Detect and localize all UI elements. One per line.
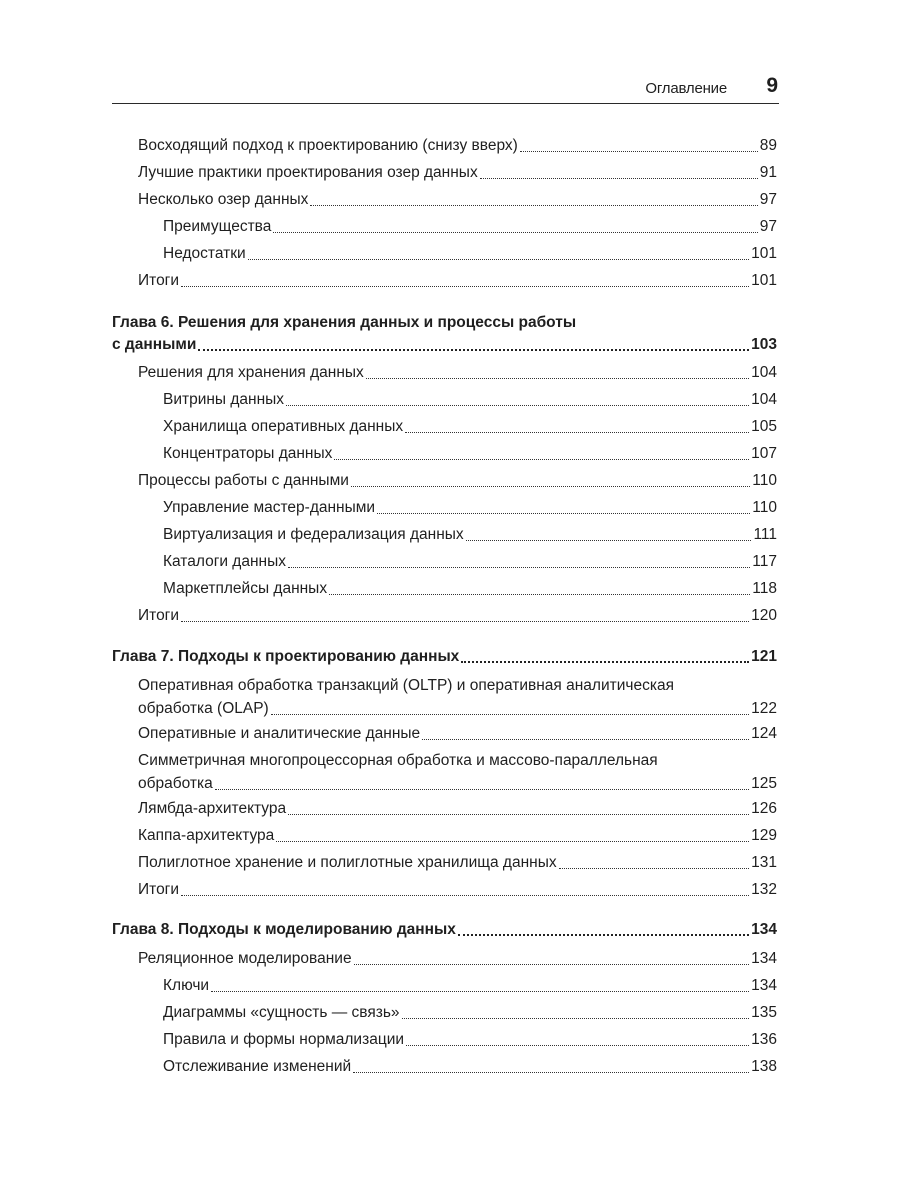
toc-entry-label: Лучшие практики проектирования озер данных xyxy=(138,164,478,181)
dot-leader xyxy=(198,349,749,351)
toc-entry-label: с данными xyxy=(112,336,197,353)
dot-leader xyxy=(181,286,749,287)
toc-entry-page: 122 xyxy=(751,700,777,717)
toc-entry xyxy=(138,361,777,385)
dot-leader xyxy=(480,178,758,179)
toc-entry xyxy=(163,550,777,574)
dot-leader xyxy=(181,621,749,622)
toc-entry-label: Управление мастер-данными xyxy=(163,499,376,516)
toc-entry-page: 121 xyxy=(751,648,777,665)
toc-entry-page: 124 xyxy=(751,725,777,742)
toc-entry xyxy=(138,878,777,902)
toc-entry-label: Недостатки xyxy=(163,245,246,262)
toc-entry-first-line: Симметричная многопроцессорная обработка и массово-параллельная xyxy=(138,752,658,769)
dot-leader xyxy=(288,814,749,815)
toc-entry-page: 129 xyxy=(751,827,777,844)
toc-entry-page: 103 xyxy=(751,336,777,353)
toc-entry-page: 138 xyxy=(751,1058,777,1075)
toc-entry xyxy=(138,947,777,971)
toc-entry xyxy=(163,215,777,239)
toc-entry-page: 104 xyxy=(751,391,777,408)
toc-entry-page: 120 xyxy=(751,607,777,624)
toc-entry-label: Преимущества xyxy=(163,218,272,235)
dot-leader xyxy=(334,459,749,460)
dot-leader xyxy=(286,405,749,406)
dot-leader xyxy=(353,1072,749,1073)
dot-leader xyxy=(366,378,749,379)
toc-entry-page: 136 xyxy=(751,1031,777,1048)
toc-entry-page: 134 xyxy=(751,950,777,967)
dot-leader xyxy=(520,151,758,152)
chapter-entry xyxy=(112,333,777,357)
dot-leader xyxy=(181,895,749,896)
toc-entry-page: 118 xyxy=(752,580,777,597)
dot-leader xyxy=(215,789,749,790)
toc-entry-page: 134 xyxy=(751,921,777,938)
toc-entry xyxy=(138,772,777,796)
dot-leader xyxy=(211,991,749,992)
dot-leader xyxy=(406,1045,749,1046)
toc-entry xyxy=(163,242,777,266)
chapter-entry xyxy=(112,645,777,669)
toc-entry xyxy=(163,415,777,439)
toc-entry-label: Оперативные и аналитические данные xyxy=(138,725,421,742)
toc-entry xyxy=(138,161,777,185)
toc-entry-page: 126 xyxy=(751,800,777,817)
toc-entry-label: Каппа-архитектура xyxy=(138,827,275,844)
toc-entry-page: 110 xyxy=(752,499,777,516)
toc-entry-page: 97 xyxy=(759,218,777,235)
toc-entry-label: Итоги xyxy=(138,881,179,898)
toc-entry xyxy=(163,496,777,520)
toc-entry xyxy=(138,269,777,293)
toc-entry-page: 89 xyxy=(759,137,777,154)
toc-entry xyxy=(138,722,777,746)
toc-entry-label: Реляционное моделирование xyxy=(138,950,352,967)
dot-leader xyxy=(276,841,749,842)
dot-leader xyxy=(559,868,750,869)
toc-entry xyxy=(163,577,777,601)
toc-entry xyxy=(163,1001,777,1025)
chapter-entry xyxy=(112,918,777,942)
toc-entry xyxy=(163,1055,777,1079)
toc-entry-label: Глава 7. Подходы к проектированию данных xyxy=(112,648,460,665)
toc-entry-label: Лямбда-архитектура xyxy=(138,800,287,817)
toc-entry xyxy=(138,188,777,212)
toc-entry-page: 101 xyxy=(751,272,777,289)
dot-leader xyxy=(466,540,752,541)
dot-leader xyxy=(354,964,750,965)
toc-entry xyxy=(138,469,777,493)
toc-entry-page: 91 xyxy=(759,164,777,181)
dot-leader xyxy=(271,714,749,715)
toc-entry-page: 107 xyxy=(751,445,777,462)
dot-leader xyxy=(310,205,757,206)
toc-entry xyxy=(163,1028,777,1052)
toc-entry xyxy=(163,388,777,412)
toc-entry-label: Полиглотное хранение и полиглотные хранилища данных xyxy=(138,854,557,871)
dot-leader xyxy=(422,739,749,740)
toc-entry-label: Отслеживание изменений xyxy=(163,1058,352,1075)
running-title: Оглавление xyxy=(645,80,727,97)
toc-entry-label: Процессы работы с данными xyxy=(138,472,349,489)
toc-entry-page: 134 xyxy=(751,977,777,994)
toc-entry xyxy=(138,604,777,628)
toc-entry-page: 117 xyxy=(752,553,777,570)
toc-entry-label: обработка xyxy=(138,775,213,792)
toc-entry-label: Итоги xyxy=(138,272,179,289)
toc-entry xyxy=(163,974,777,998)
toc-entry-label: Итоги xyxy=(138,607,179,624)
toc-entry-page: 132 xyxy=(751,881,777,898)
toc-entry-label: Решения для хранения данных xyxy=(138,364,364,381)
toc-entry-first-line: Оперативная обработка транзакций (OLTP) и оперативная аналитическая xyxy=(138,677,674,694)
toc-entry-label: Концентраторы данных xyxy=(163,445,333,462)
toc-entry-page: 105 xyxy=(751,418,777,435)
toc-entry-page: 125 xyxy=(751,775,777,792)
dot-leader xyxy=(351,486,750,487)
toc-entry xyxy=(138,851,777,875)
dot-leader xyxy=(405,432,749,433)
dot-leader xyxy=(248,259,749,260)
dot-leader xyxy=(329,594,750,595)
toc-entry-label: Каталоги данных xyxy=(163,553,286,570)
toc-entry-label: Хранилища оперативных данных xyxy=(163,418,404,435)
toc-entry xyxy=(163,523,777,547)
dot-leader xyxy=(377,513,750,514)
toc-entry xyxy=(138,697,777,721)
toc-entry-page: 135 xyxy=(751,1004,777,1021)
toc-entry-label: обработка (OLAP) xyxy=(138,700,269,717)
toc-entry-page: 131 xyxy=(751,854,777,871)
toc-entry xyxy=(163,442,777,466)
toc-entry xyxy=(138,797,777,821)
toc-entry-label: Витрины данных xyxy=(163,391,285,408)
toc-entry-page: 111 xyxy=(753,526,777,543)
toc-entry-label: Диаграммы «сущность — связь» xyxy=(163,1004,400,1021)
toc-entry-page: 104 xyxy=(751,364,777,381)
toc-entry xyxy=(138,824,777,848)
toc-entry-page: 110 xyxy=(752,472,777,489)
toc-entry-page: 97 xyxy=(759,191,777,208)
toc-entry-label: Несколько озер данных xyxy=(138,191,309,208)
chapter-title-line: Глава 6. Решения для хранения данных и процессы работы xyxy=(112,314,577,331)
toc-entry-label: Восходящий подход к проектированию (снизу вверх) xyxy=(138,137,518,154)
dot-leader xyxy=(458,934,749,936)
toc-entry-label: Ключи xyxy=(163,977,210,994)
toc-entry-label: Виртуализация и федерализация данных xyxy=(163,526,464,543)
dot-leader xyxy=(288,567,750,568)
toc-entry xyxy=(138,134,777,158)
toc-entry-page: 101 xyxy=(751,245,777,262)
toc-entry-label: Маркетплейсы данных xyxy=(163,580,328,597)
page-number: 9 xyxy=(766,74,778,97)
dot-leader xyxy=(273,232,757,233)
dot-leader xyxy=(461,661,749,663)
toc-entry-label: Правила и формы нормализации xyxy=(163,1031,405,1048)
toc-entry-label: Глава 8. Подходы к моделированию данных xyxy=(112,921,456,938)
dot-leader xyxy=(402,1018,750,1019)
